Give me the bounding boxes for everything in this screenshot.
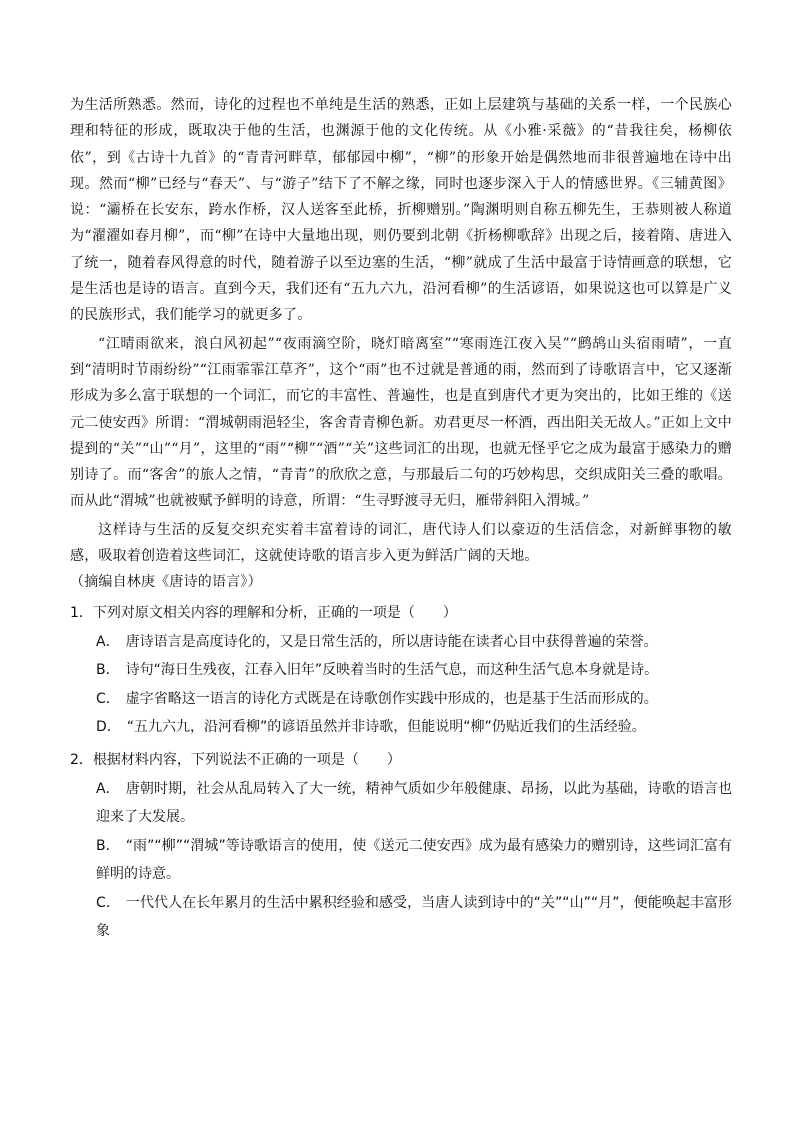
question-2 (70, 745, 732, 946)
option-label: D． (96, 719, 121, 736)
question-option-d (70, 713, 732, 742)
option-text: 唐诗语言是高度诗化的，又是日常生活的，所以唐诗能在读者心目中获得普遍的荣誉。 (125, 633, 658, 650)
question-list (70, 598, 732, 946)
passage-paragraph: 为生活所熟悉。然而，诗化的过程也不单纯是生活的熟悉，正如上层建筑与基础的关系一样，一个民族心理和特征的形成，既取决于他的生活，也渊源于他的文化传统。从《小雅·采薇》的“昔我往矣，杨柳依依”，到《古诗十九首》的“青青河畔草，郁郁园中柳”，“柳”的形象开始是偶然地而非很普遍地在诗中出现。然而“柳”已经与“春天”、与“游子”结下了不解之缘，同时也逐步深入于人的情感世界。《三辅黄图》说：“灞桥在长安东，跨水作桥，汉人送客至此桥，折柳赠别。”陶渊明则自称五柳先生，王恭则被人称道为“濯濯如春月柳”，而“柳”在诗中大量地出现，则仍要到北朝《折杨柳歌辞》出现之后，接着隋、唐进入了统一，随着春风得意的时代，随着游子以至边塞的生活，“柳”就成了生活中最富于诗情画意的联想，它是生活也是诗的语言。直到今天，我们还有“五九六九，沿河看柳”的生活谚语，如果说这也可以算是广义的民族形式，我们能学习的就更多了。 (70, 97, 732, 324)
option-label: B． (96, 837, 120, 854)
option-text: 唐朝时期，社会从乱局转入了大一统，精神气质如少年般健康、昂扬，以此为基础，诗歌的语言也迎来了大发展。 (96, 780, 732, 826)
question-option-b (70, 832, 732, 889)
option-label: C． (96, 894, 120, 911)
question-1 (70, 598, 732, 742)
question-stem: 2．根据材料内容，下列说法不正确的一项是（ ） (70, 751, 401, 768)
passage-source: （摘编自林庚《唐诗的语言》） (70, 574, 262, 591)
option-label: B． (96, 662, 120, 679)
question-option-b (70, 656, 732, 685)
option-text: 虚字省略这一语言的诗化方式既是在诗歌创作实践中形成的，也是基于生活而形成的。 (125, 690, 658, 707)
option-label: C． (96, 690, 120, 707)
option-text: “五九六九，沿河看柳”的谚语虽然并非诗歌，但能说明“柳”仍贴近我们的生活经验。 (126, 719, 646, 736)
question-option-a (70, 775, 732, 832)
document-page (70, 92, 732, 946)
passage-paragraph: “江晴雨欲来，浪白风初起”“夜雨滴空阶，晓灯暗离室”“寒雨连江夜入吴”“鹧鸪山头宿雨晴”，一直到“清明时节雨纷纷”“江雨霏霏江草齐”，这个“雨”也不过就是普通的雨，然而到了诗歌语言中，它又逐渐形成为多么富于联想的一个词汇，而它的丰富性、普遍性，也是直到唐代才更为突出的，比如王维的《送元二使安西》所谓：“渭城朝雨浥轻尘，客舍青青柳色新。劝君更尽一杯酒，西出阳关无故人。”正如上文中提到的“关”“山”“月”，这里的“雨”“柳”“酒”“关”这些词汇的出现，也就无怪乎它之成为最富于感染力的赠别诗了。而“客舍”的旅人之情，“青青”的欣欣之意，与那最后二句的巧妙构思，交织成阳关三叠的歌唱。而从此“渭城”也就被赋予鲜明的诗意，所谓：“生寻野渡寻无归，雁带斜阳入渭城。” (70, 335, 732, 510)
option-label: A． (96, 633, 120, 650)
question-stem: 1．下列对原文相关内容的理解和分析，正确的一项是（ ） (70, 604, 457, 621)
option-label: A． (96, 780, 120, 797)
question-option-a (70, 628, 732, 657)
option-text: 一代代人在长年累月的生活中累积经验和感受，当唐人读到诗中的“关”“山”“月”，便能唤起丰富形象 (96, 894, 733, 940)
reading-passage (70, 92, 732, 596)
question-option-c (70, 889, 732, 946)
option-text: 诗句“海日生残夜，江春入旧年”反映着当时的生活气息，而这种生活气息本身就是诗。 (125, 662, 659, 679)
option-text: “雨”“柳”“渭城”等诗歌语言的使用，使《送元二使安西》成为最有感染力的赠别诗，这些词汇富有鲜明的诗意。 (96, 837, 732, 883)
passage-paragraph: 这样诗与生活的反复交织充实着丰富着诗的词汇，唐代诗人们以豪迈的生活信念，对新鲜事物的敏感，吸取着创造着这些词汇，这就使诗歌的语言步入更为鲜活广阔的天地。 (70, 521, 732, 565)
question-option-c (70, 685, 732, 714)
